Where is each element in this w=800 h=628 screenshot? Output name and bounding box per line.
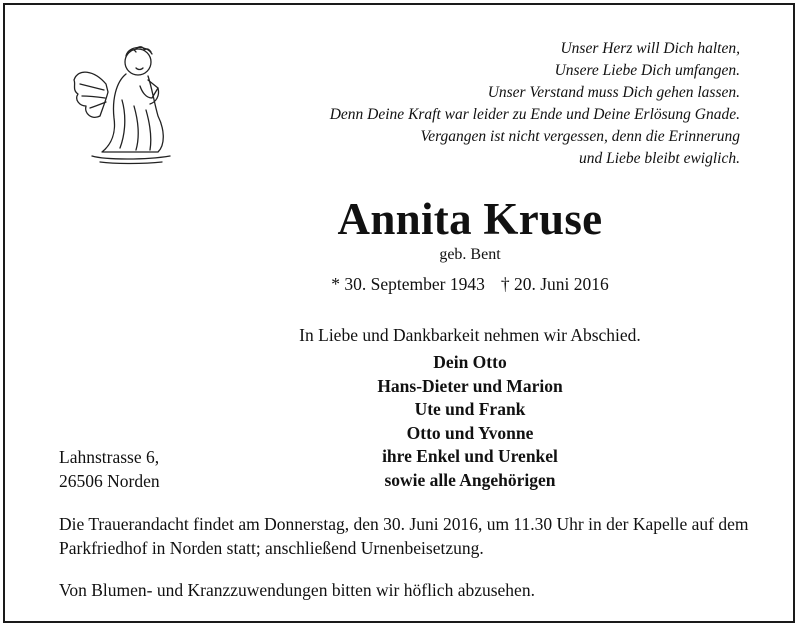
life-dates <box>0 273 800 295</box>
mourner-entry: Ute und Frank <box>414 399 526 419</box>
poem <box>330 38 740 170</box>
address <box>59 446 160 493</box>
address-city: 26506 Norden <box>59 470 160 491</box>
mourner-entry: Hans-Dieter und Marion <box>377 375 563 396</box>
flowers-note: Von Blumen- und Kranzzuwendungen bitten wir höflich abzusehen. <box>59 580 535 600</box>
mourner-entry: Otto und Yvonne <box>406 422 534 443</box>
birth-date: * 30. September 1943 <box>331 274 485 294</box>
poem-line: Unser Herz will Dich halten, <box>560 40 740 57</box>
mourner-entry: sowie alle Angehörigen <box>384 469 556 490</box>
death-date: † 20. Juni 2016 <box>500 274 609 294</box>
service-info: Die Trauerandacht findet am Donnerstag, den 30. Juni 2016, um 11.30 Uhr in der Kapelle auf dem Parkfriedhof in Norden statt; anschließend Urnenbeisetzung. <box>59 514 749 558</box>
mourner-entry: Dein Otto <box>433 352 507 372</box>
farewell-line: In Liebe und Dankbarkeit nehmen wir Abschied. <box>299 325 641 345</box>
mourner-entry: ihre Enkel und Urenkel <box>382 446 558 466</box>
poem-line: Unser Verstand muss Dich gehen lassen. <box>487 84 740 101</box>
poem-line: Denn Deine Kraft war leider zu Ende und Deine Erlösung Gnade. <box>329 106 740 123</box>
deceased-name: Annita Kruse <box>337 194 603 244</box>
poem-line: Unsere Liebe Dich umfangen. <box>554 62 740 79</box>
poem-line: und Liebe bleibt ewiglich. <box>578 150 740 167</box>
address-street: Lahnstrasse 6, <box>59 447 160 467</box>
praying-angel-icon <box>66 40 176 170</box>
poem-line: Vergangen ist nicht vergessen, denn die Erinnerung <box>420 128 740 145</box>
birth-name: geb. Bent <box>439 246 501 263</box>
